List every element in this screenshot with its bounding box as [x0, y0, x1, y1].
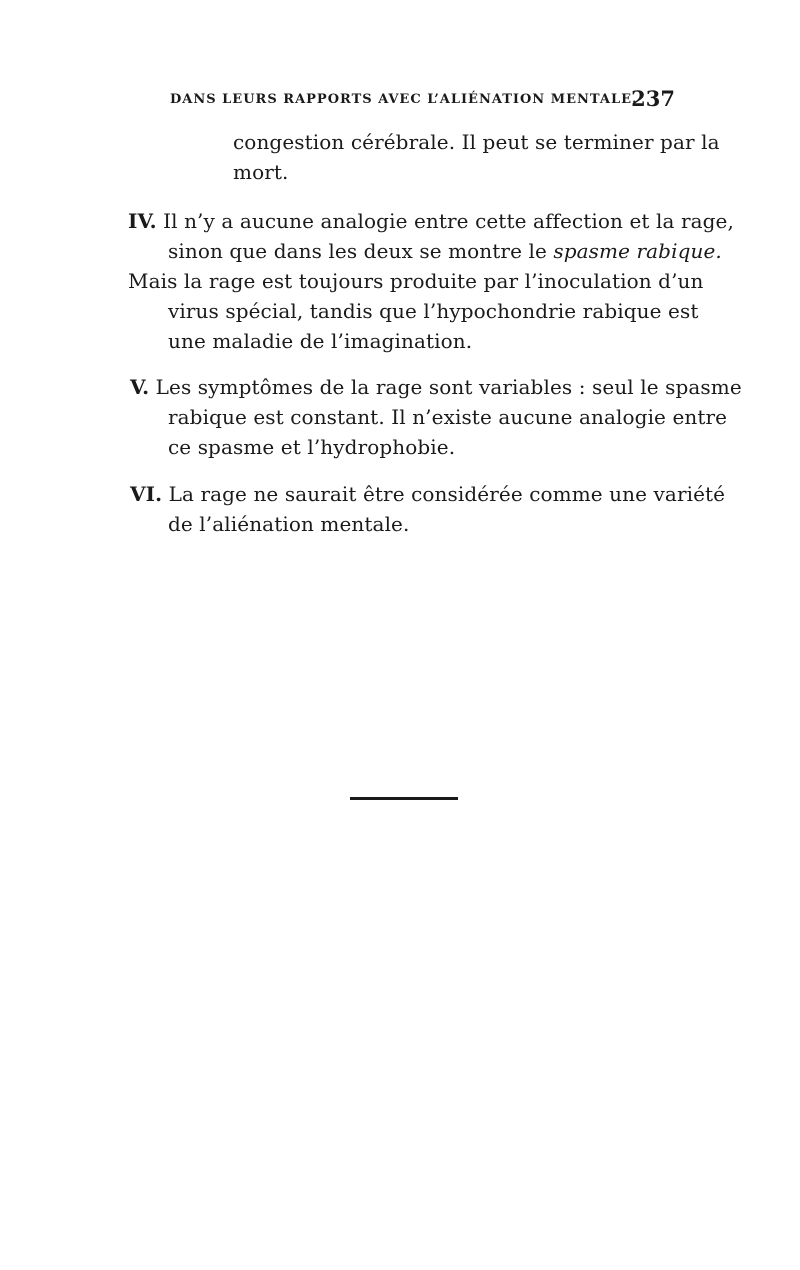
running-head-title: DANS LEURS RAPPORTS AVEC L’ALIÉNATION MENTALE. — [170, 92, 638, 107]
p6-number: VI. — [130, 482, 163, 506]
p4-line-5: une maladie de l’imagination. — [168, 329, 473, 353]
p4-line-1-text: Il n’y a aucune analogie entre cette affection et la rage, — [163, 209, 734, 233]
p3-line-2: mort. — [233, 160, 289, 184]
p5-line-3: ce spasme et l’hydrophobie. — [168, 435, 456, 459]
p5-line-1 — [130, 373, 742, 401]
page-number: 237 — [631, 86, 675, 111]
p4-line-3: Mais la rage est toujours produite par l’inoculation d’un — [128, 269, 704, 293]
running-head — [170, 86, 675, 111]
p4-line-2 — [168, 237, 722, 265]
p6-line-1 — [130, 480, 726, 508]
p5-line-1-text: Les symptômes de la rage sont variables : seul le spasme — [155, 375, 742, 399]
end-rule — [350, 797, 458, 800]
p6-line-1-text: La rage ne saurait être considérée comme une variété — [168, 482, 726, 506]
p5-number: V. — [130, 375, 150, 399]
p5-line-2: rabique est constant. Il n’existe aucune analogie entre — [168, 405, 728, 429]
p4-line-2-text: sinon que dans les deux se montre le — [168, 239, 554, 263]
p4-line-2-italic: spasme rabique. — [553, 239, 722, 263]
p3-line-1: congestion cérébrale. Il peut se terminer par la — [233, 130, 720, 154]
p4-line-1 — [128, 207, 734, 235]
p4-number: IV. — [128, 209, 157, 233]
p6-line-2: de l’aliénation mentale. — [168, 512, 410, 536]
p4-line-4: virus spécial, tandis que l’hypochondrie rabique est — [168, 299, 699, 323]
